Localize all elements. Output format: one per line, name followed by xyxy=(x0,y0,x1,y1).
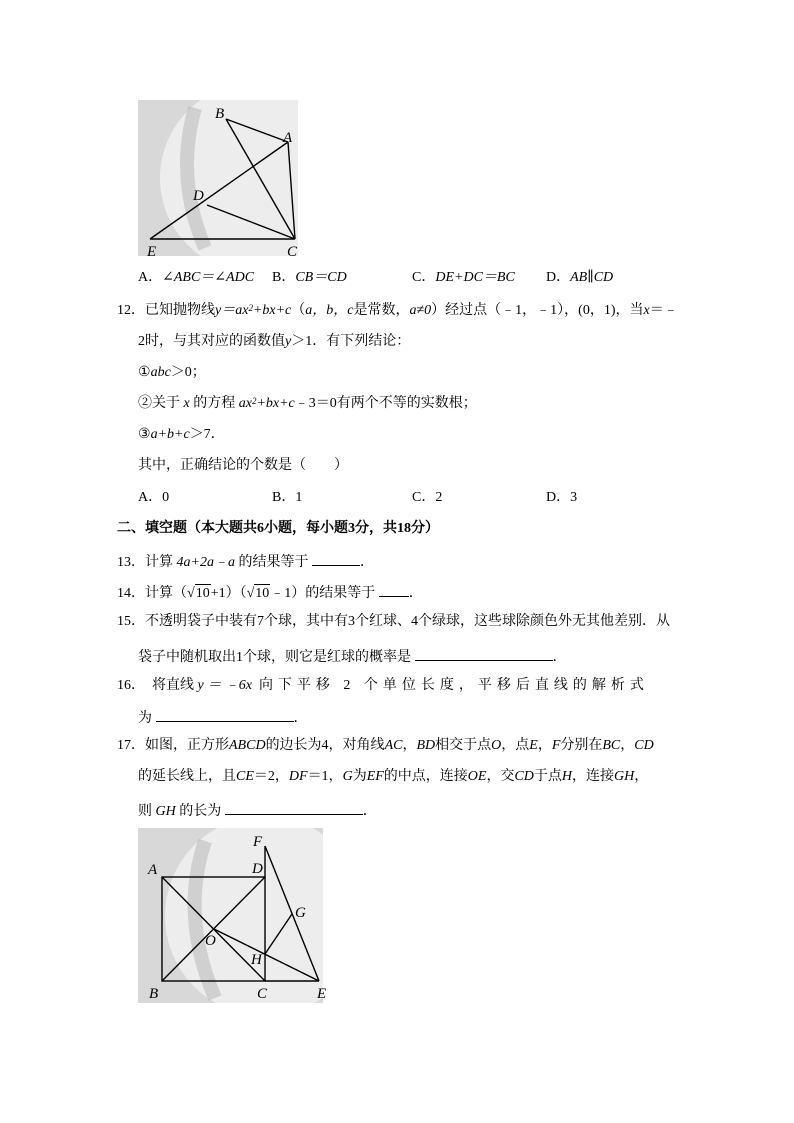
label-B: B xyxy=(149,986,159,1002)
q12-question: 其中，正确结论的个数是（ ） xyxy=(138,458,348,473)
q14: 14．计算（√10+1）（√10﹣1）的结果等于 ． xyxy=(117,582,423,603)
section-heading: 二、填空题（本大题共6小题，每小题3分，共18分） xyxy=(117,521,439,536)
q11-option-b: B．CB＝CD xyxy=(272,270,347,285)
label-A: A xyxy=(148,862,158,878)
label-E: E xyxy=(147,244,157,260)
label-D: D xyxy=(252,861,263,877)
q17-line3: 则 GH 的长为 ． xyxy=(138,800,377,821)
q12-option-a: A．0 xyxy=(138,490,170,505)
q12-option-b: B．1 xyxy=(272,490,303,505)
q12-conclusion-1: ①abc＞0； xyxy=(138,365,206,380)
q15-line2: 袋子中随机取出1个球，则它是红球的概率是 ． xyxy=(138,646,567,667)
q15-answer-blank[interactable] xyxy=(415,646,553,661)
q15-line1: 15．不透明袋子中装有7个球，其中有3个红球、4个绿球，这些球除颜色外无其他差别．从 xyxy=(117,614,670,629)
q11-option-d: D．AB∥CD xyxy=(546,270,614,285)
q11-figure xyxy=(135,98,310,260)
label-H: H xyxy=(251,952,262,968)
q11-option-c: C．DE+DC＝BC xyxy=(412,270,515,285)
q16-line1: 16． 将直线 y ＝ ﹣6x 向下平移 2 个单位长度，平移后直线的解析式 xyxy=(117,678,649,693)
label-O: O xyxy=(205,933,216,949)
label-G: G xyxy=(295,905,306,921)
q12-line2: 2时，与其对应的函数值y＞1．有下列结论： xyxy=(138,334,411,349)
q17-figure xyxy=(135,826,345,1006)
watermark xyxy=(138,98,310,260)
q16-answer-blank[interactable] xyxy=(156,707,294,722)
q11-option-a: A．∠ABC＝∠ADC xyxy=(138,270,255,285)
q12-conclusion-3: ③a+b+c＞7． xyxy=(138,427,225,442)
q16-line2: 为 ． xyxy=(138,707,308,728)
q17-answer-blank[interactable] xyxy=(225,800,363,815)
label-D: D xyxy=(193,188,204,204)
q12-line1: 12．已知抛物线$y=ax^2+bx+c(a$，b，c是常数，a≠0）经过点（﹣1，﹣1），(0，1)，当x＝﹣ xyxy=(117,303,678,318)
q13-answer-blank[interactable] xyxy=(312,551,360,566)
q12-conclusion-2: ②关于 x 的方程 $ax^2+bx+c﹣3=0$有两个不等的实数根； xyxy=(138,396,477,411)
label-C: C xyxy=(257,986,268,1002)
q12-option-d: D．3 xyxy=(546,490,578,505)
q17-line2: 的延长线上，且CE＝2，DF＝1，G为EF的中点，连接OE，交CD于点H，连接GH， xyxy=(138,769,649,784)
label-E: E xyxy=(317,986,327,1002)
q12-option-c: C．2 xyxy=(412,490,443,505)
label-B: B xyxy=(215,106,225,122)
q17-line1: 17．如图，正方形ABCD的边长为4，对角线AC，BD相交于点O，点E，F分别在BC，CD xyxy=(117,738,654,753)
q13: 13．计算 4a+2a﹣a 的结果等于 ． xyxy=(117,551,374,572)
q14-answer-blank[interactable] xyxy=(379,582,409,597)
label-C: C xyxy=(287,244,298,260)
label-F: F xyxy=(253,834,263,850)
label-A: A xyxy=(283,130,293,146)
